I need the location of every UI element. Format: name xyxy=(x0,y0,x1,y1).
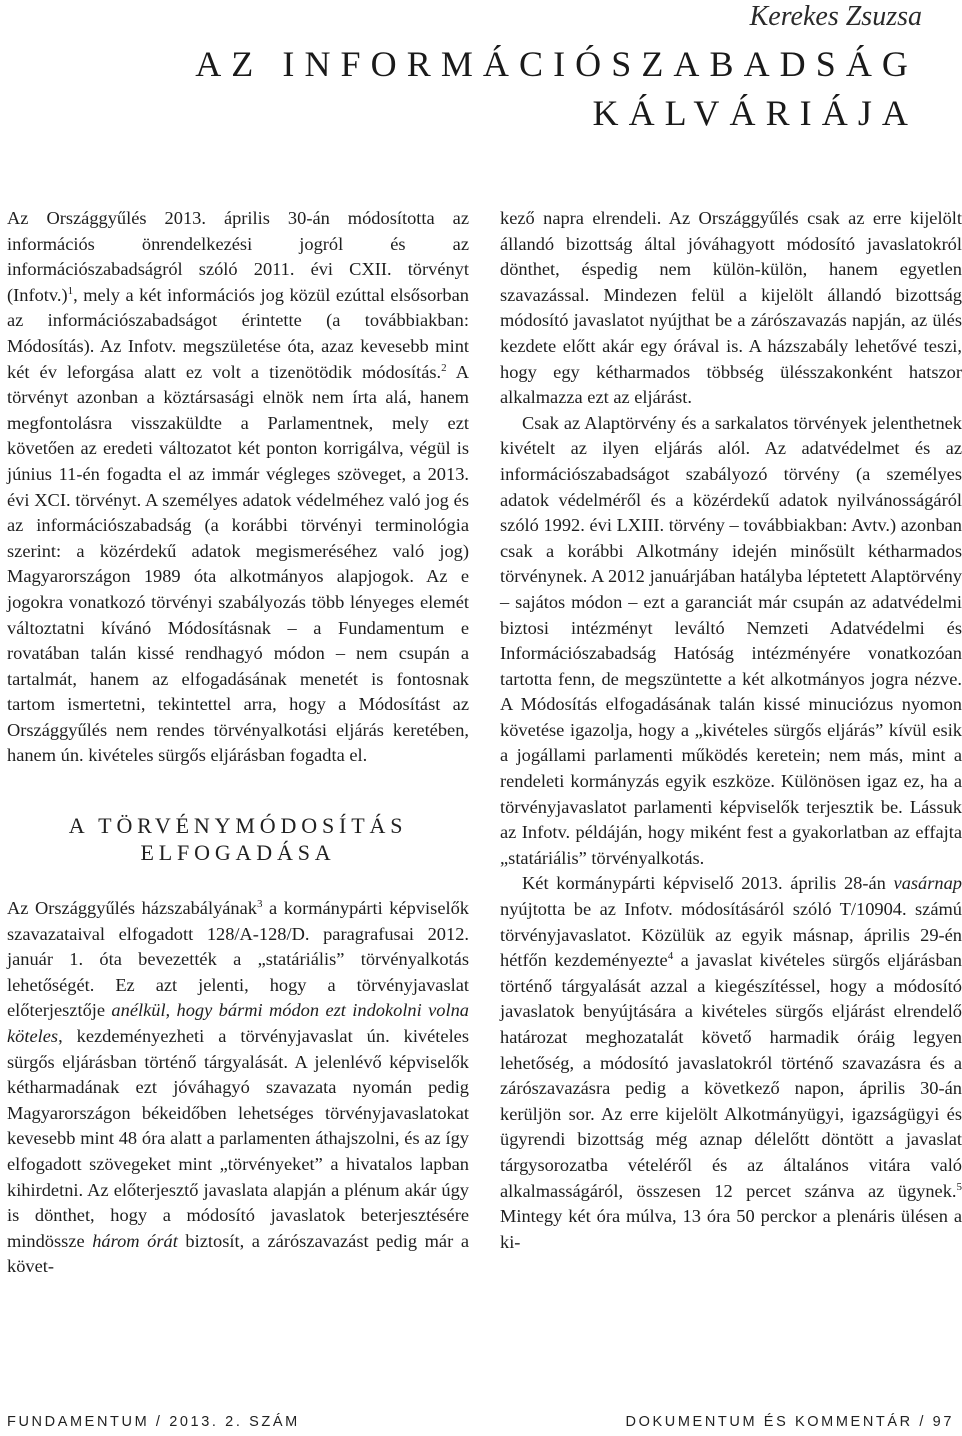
section-heading-line: ELFOGADÁSA xyxy=(140,840,336,866)
emphasis-text: anélkül, hogy bármi módon ezt indokolni volna köteles xyxy=(7,1000,469,1047)
paragraph-text: biztosít, a zárószavazást pedig már a követ- xyxy=(7,1230,469,1277)
left-text-column xyxy=(7,206,469,1280)
body-paragraph xyxy=(500,206,962,411)
paragraph-text: , kezdeményezheti a törvényjavaslat ún. kivételes sürgős eljárásban történő tárgyalását. A jelenlévő képviselők kétharmadának ezt jóváhagyó szavazata nyomán pedig Magyarországon békeidőben lehetséges törvényjavaslatokat kevesebb mint 48 óra alatt a parlamenten áthajszolni, és az így elfogadott szövegeket mint „törvényeket” a hivatalos lapban kihirdetni. Az előterjesztő javaslata alapján a plénum akár úgy is dönthet, hogy a módosító javaslatok beterjesztésére mindössze xyxy=(7,1026,469,1251)
article-title-line-2: KÁLVÁRIÁJA xyxy=(592,93,918,133)
section-heading xyxy=(7,812,469,866)
paragraph-text: Két kormánypárti képviselő 2013. április 28-án xyxy=(522,873,894,894)
author-name: Kerekes Zsuzsa xyxy=(749,1,922,32)
footnote-ref: 1 xyxy=(67,284,74,297)
body-paragraph xyxy=(7,896,469,1280)
paragraph-text: a kormánypárti képviselők szavazataival elfogadott 128/A-128/D. paragrafusai 2012. január 1. óta bevezették a „statáriális” törvényalkotás lehetőségét. Ez azt jelenti, hogy a törvényjavaslat előterjesztője xyxy=(7,898,469,1021)
paragraph-text: a javaslat kivételes sürgős eljárásban történő tárgyalását azzal a kiegészítéssel, hogy a módosító javaslatok benyújtására a kivételes sürgős eljárást elrendelő határozat meghozatalát követő harmadik óráig legyen lehetőség, a módosító javaslatokról történő szavazásra és a zárószavazásra pedig a következő napon, április 30-án kerüljön sor. Az erre kijelölt Alkotmányügyi, igazságügyi és ügyrendi bizottság még aznap délelőtt döntött a javaslat tárgysorozatba vételéről és az általános vitára való alkalmasságáról, összesen 12 percet szánva az ügynek. xyxy=(500,950,962,1201)
paragraph-text: nyújtotta be az Infotv. módosításáról szóló T/10904. számú törvényjavaslatot. Közülük az egyik másnap, április 29-én hétfőn kezdeményezte xyxy=(500,899,962,971)
body-paragraph xyxy=(500,411,962,872)
paragraph-text: A törvényt azonban a köztársasági elnök nem írta alá, hanem megfontolásra visszaküldte a Parlamentnek, mely ezt követően az eredeti változatot két ponton korrigálva, végül is június 11-én fogadta el az immár végleges szöveget, a 2013. évi XCI. törvényt. A személyes adatok védelméhez való jog és az információszabadság (a korábbi törvényi terminológia szerint: a közérdekű adatok megismeréséhez való jog) Magyarországon 1989 óta alkotmányos alapjogok. Az e jogokra vonatkozó törvényi szabályozás több lényeges elemét változtatni kívánó Módosításnak – a Fundamentum e rovatában talán kissé rendhagyó módon – nem csupán a tartalmát, hanem az elfogadásának menetét is fontosnak tartom ismertetni, tekintettel arra, hogy a Módosítást az Országgyűlés nem rendes törvényalkotási eljárás keretében, hanem ún. kivételes sürgős eljárásban fogadta el. xyxy=(7,361,469,766)
paragraph-text: Mintegy két óra múlva, 13 óra 50 perckor a plenáris ülésen a ki- xyxy=(500,1206,962,1252)
footnote-ref: 5 xyxy=(956,1180,962,1193)
paragraph-text: Az Országgyűlés házszabályának xyxy=(7,898,257,919)
paragraph-text: Az Országgyűlés 2013. április 30-án módosította az információs önrendelkezési jogról és az információszabadságról szóló 2011. évi CXII. törvényt (Infotv.) xyxy=(7,208,469,305)
footnote-ref: 2 xyxy=(441,361,447,374)
paragraph-text: kező napra elrendeli. Az Országgyűlés csak az erre kijelölt állandó bizottság által jóváhagyott módosító javaslatokról dönthet, éspedig nem külön-külön, hanem egyetlen szavazással. Mindezen felül a kijelölt állandó bizottság módosító javaslatot nyújthat be a zárószavazás napján, az ülés kezdete előtt akár egy órával is. A házszabály lehetővé teszi, hogy egy kétharmados többség ülésszakonként hatszor alkalmazza ezt az eljárást. xyxy=(500,208,962,408)
article-title-line-1: AZ INFORMÁCIÓSZABADSÁG xyxy=(195,44,918,84)
body-paragraph xyxy=(7,206,469,769)
footer-section-page: DOKUMENTUM ÉS KOMMENTÁR / 97 xyxy=(625,1414,954,1430)
footnote-ref: 4 xyxy=(667,950,674,963)
emphasis-text: három órát xyxy=(92,1230,178,1251)
footnote-ref: 3 xyxy=(256,898,263,911)
paragraph-text: , mely a két információs jog közül ezúttal elsősorban az információszabadságot érintette (a továbbiakban: Módosítás). Az Infotv. megszületése óta, azaz kevesebb mint két év leforgása alatt ez volt a tizenötödik módosítás. xyxy=(7,284,469,382)
section-heading-line: A TÖRVÉNYMÓDOSÍTÁS xyxy=(68,813,408,839)
body-paragraph xyxy=(500,871,962,1255)
right-text-column xyxy=(500,206,962,1255)
emphasis-text: vasárnap xyxy=(893,873,962,894)
paragraph-text: Csak az Alaptörvény és a sarkalatos törvények jelenthetnek kivételt az ilyen eljárás alól. Az adatvédelmet és az információszabadságot szabályozó törvény (a személyes adatok védelméről és a közérdekű adatok nyilvánosságáról szóló 1992. évi LXIII. törvény – továbbiakban: Avtv.) azonban csak a korábbi Alkotmány idején minősült kétharmados törvénynek. A 2012 januárjában hatályba léptetett Alaptörvény – sajátos módon – ezt a garanciát már csupán az adatvédelmi biztosi intézményt leváltó Nemzeti Adatvédelmi és Információszabadság Hatóság intézményére vonatkozóan tartotta fenn, de megszüntette a két alkotmányos jogra nézve. A Módosítás elfogadásának talán kissé minuciózus nyomon követése igazolja, hogy a „kivételes sürgős eljárás” kívül esik a jogállami parlamenti működés keretein; nem más, mint a rendeleti kormányzás egyik eszköze. Különösen igaz ez, ha a törvényjavaslatot parlamenti képviselők terjesztik be. Lássuk az Infotv. példáján, hogy miként fest a gyakorlatban az effajta „statáriális” törvényalkotás. xyxy=(500,412,962,868)
footer-journal-issue: FUNDAMENTUM / 2013. 2. SZÁM xyxy=(7,1414,300,1430)
